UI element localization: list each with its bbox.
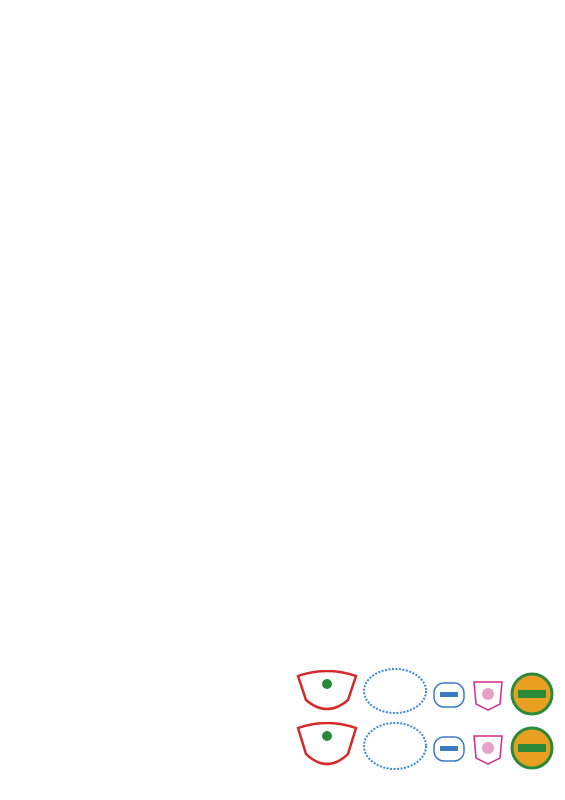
right-plate-grid <box>376 440 556 666</box>
izu-badge-1 <box>510 672 554 716</box>
shield-badge-1 <box>470 678 506 712</box>
emblem-211-logo-2 <box>294 722 360 772</box>
small-badge-2 <box>432 734 466 764</box>
small-badge-1 <box>432 680 466 710</box>
shield-badge-2 <box>470 732 506 766</box>
top-destination-section <box>16 12 556 330</box>
logo-section <box>290 664 556 776</box>
bottom-type-plates <box>16 664 286 780</box>
izu-badge-2 <box>510 726 554 770</box>
festival-logo-2 <box>362 720 428 772</box>
festival-logo <box>362 666 428 716</box>
emblem-211-logo <box>294 670 360 716</box>
black-panel-section <box>16 562 376 658</box>
